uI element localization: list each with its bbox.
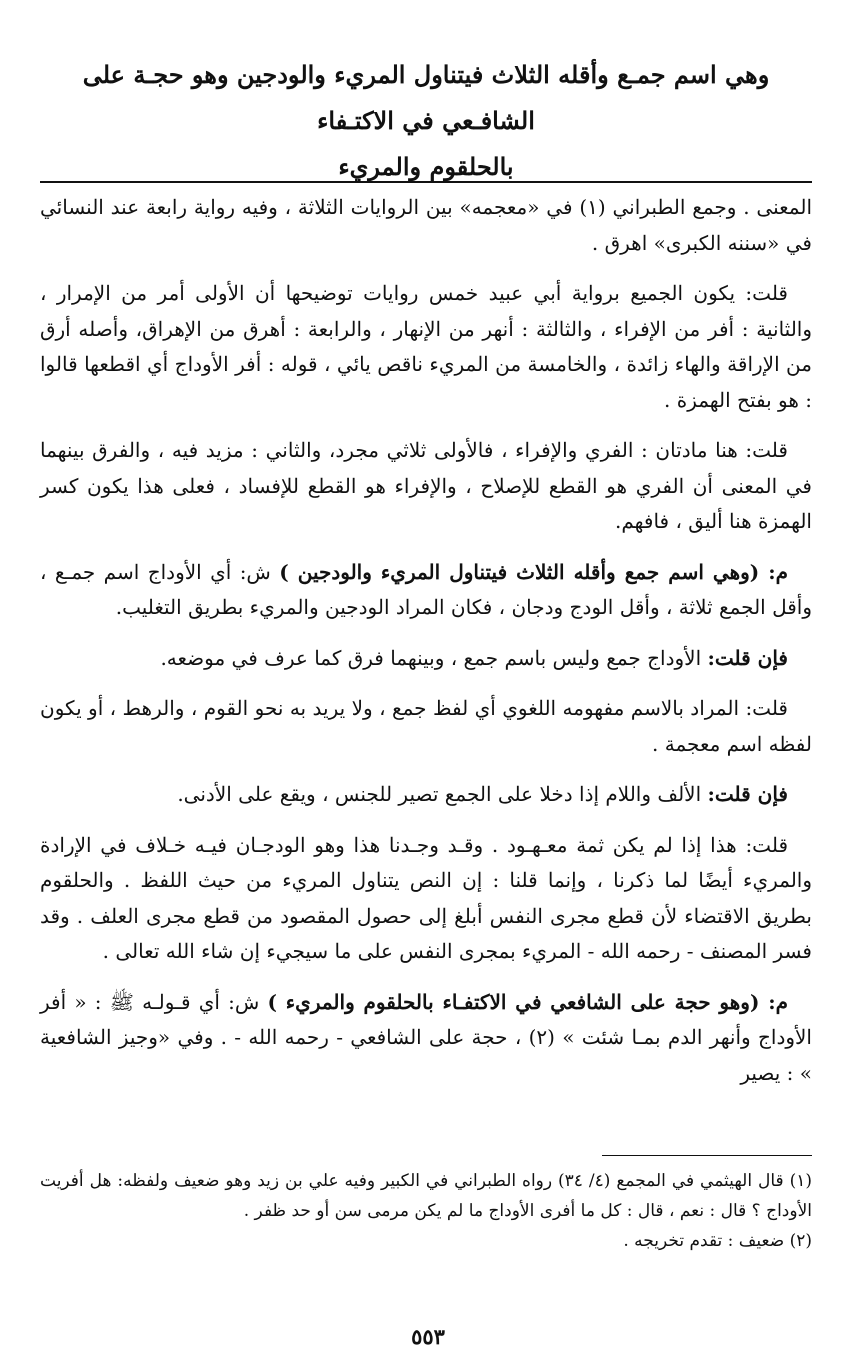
- paragraph-7-lead: فإن قلت:: [707, 782, 788, 806]
- footnote-1: (١) قال الهيثمي في المجمع (٤/ ٣٤) رواه الطبراني في الكبير وفيه علي بن زيد وهو ضعيف ولفظه: هل أفريت الأوداج ؟ قال : نعم ، قال : كل ما أفرى الأوداج ما لم يكن مرمى سن أو حد ظفر .: [40, 1171, 812, 1221]
- footnote-2: (٢) ضعيف : تقدم تخريجه .: [623, 1231, 812, 1251]
- paragraph-5-lead: فإن قلت:: [707, 645, 788, 670]
- paragraph-1-text: المعنى . وجمع الطبراني (١) في «معجمه» بين الروايات الثلاثة ، وفيه رواية رابعة عند النسائي في «سننه الكبرى» اهرق .: [40, 195, 812, 255]
- matn-line-1: وهي اسم جمـع وأقله الثلاث فيتناول المريء والودجين وهو حجـة على الشافـعي في الاكتـفاء: [82, 60, 770, 135]
- footnote-divider: [602, 1155, 812, 1156]
- paragraph-2-text: قلت: يكون الجميع برواية أبي عبيد خمس روايات توضيحها أن الأولى أمر من الإمرار ، والثانية : أفر من الإفراء ، والثالثة : أنهر من الإنهار ، والرابعة : أهرق من الإهراق، وأصله أرق من الإراقة والهاء زائدة ، والخامسة من المريء ناقص يائي ، قوله : أفر الأوداج أي اقطعها قالوا : هو بفتح الهمزة .: [40, 281, 812, 412]
- paragraph-9-lead: م: (وهو حجة على الشافعي في الاكتفـاء بالحلقوم والمريء ): [267, 989, 788, 1014]
- paragraph-3: [40, 433, 812, 540]
- paragraph-8-text: قلت: هذا إذا لم يكن ثمة معـهـود . وقـد وجـدنا هذا وهو الودجـان فيـه خـلاف في الإرادة والمريء أيضًا لما ذكرنا ، وإنما قلنا : إن النص يتناول المريء من حيث اللفظ . والحلقوم بطريق الاقتضاء لأن قطع مجرى النفس أبلغ إلى حصول المقصود من قطع مجرى العلف . وقد فسر المصنف - رحمه الله - المريء بمجرى النفس على ما سيجيء إن شاء الله تعالى .: [40, 832, 812, 963]
- paragraph-1: [40, 190, 812, 261]
- matn-header: [40, 52, 812, 190]
- header-divider: [40, 181, 812, 183]
- paragraph-5-text: الأوداج جمع وليس باسم جمع ، وبينهما فرق كما عرف في موضعه.: [160, 645, 708, 670]
- paragraph-6-text: قلت: المراد بالاسم مفهومه اللغوي أي لفظ جمع ، ولا يريد به نحو القوم ، والرهط ، أو يكون لفظه اسم معجمة .: [40, 696, 812, 756]
- paragraph-5: [40, 641, 812, 677]
- commentary-body: [40, 190, 812, 1106]
- paragraph-4-lead: م: (وهي اسم جمع وأقله الثلاث فيتناول المريء والودجين ): [279, 559, 789, 584]
- paragraph-4-text: ش: أي الأوداج اسم جمـع ، وأقل الجمع ثلاثة ، وأقل الودج ودجان ، فكان المراد الودجين والمريء بطريق التغليب.: [40, 559, 812, 619]
- paragraph-8: [40, 828, 812, 970]
- paragraph-7: [40, 777, 812, 813]
- paragraph-7-text: الألف واللام إذا دخلا على الجمع تصير للجنس ، ويقع على الأدنى.: [177, 782, 708, 806]
- matn-line-2: بالحلقوم والمريء: [338, 152, 514, 181]
- paragraph-9-text: ش: أي قـولـه ﷺ : « أفر الأوداج وأنهر الدم بمـا شئت » (٢) ، حجة على الشافعي - رحمه الله - . وفي «وجيز الشافعية » : يصير: [40, 989, 812, 1085]
- paragraph-4: [40, 555, 812, 626]
- paragraph-3-text: قلت: هنا مادتان : الفري والإفراء ، فالأولى ثلاثي مجرد، والثاني : مزيد فيه ، والفرق بينهما في المعنى أن الفري هو القطع للإصلاح ، والإفراء هو القطع للإفساد ، فعلى هذا يكون كسر الهمزة هنا أليق ، فافهم.: [40, 438, 812, 533]
- paragraph-9: [40, 985, 812, 1092]
- paragraph-2: [40, 276, 812, 418]
- page-number: ٥٥٣: [411, 1324, 445, 1349]
- footnotes: [40, 1166, 812, 1256]
- paragraph-6: [40, 691, 812, 762]
